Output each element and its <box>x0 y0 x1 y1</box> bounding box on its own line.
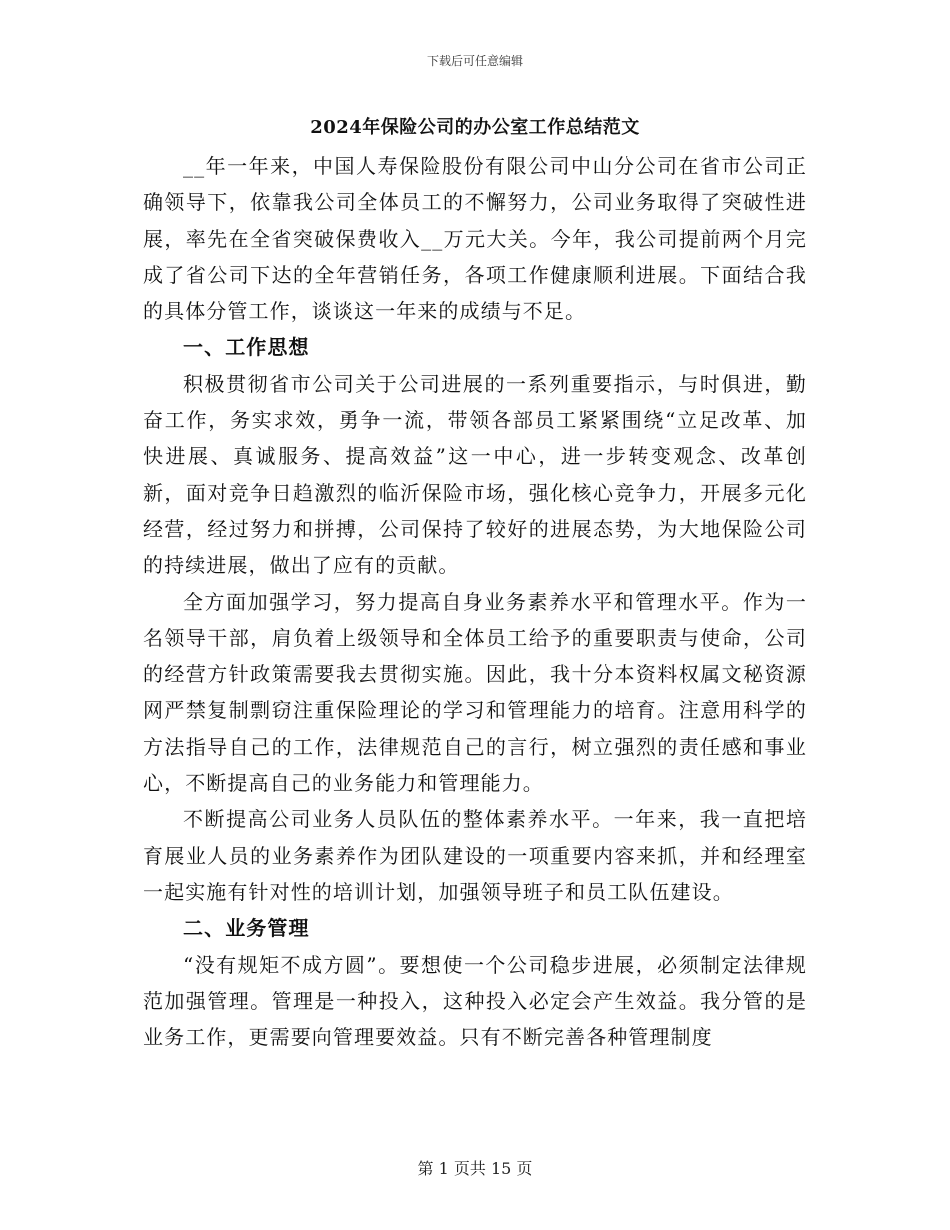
page-number: 第 1 页共 15 页 <box>417 1159 533 1178</box>
paragraph-team: 不断提高公司业务人员队伍的整体素养水平。一年来，我一直把培育展业人员的业务素养作为团队建设的一项重要内容来抓，并和经理室一起实施有针对性的培训计划，加强领导班子和员工队伍建设。 <box>143 807 807 904</box>
document-body <box>143 110 807 1055</box>
paragraph-policy: 积极贯彻省市公司关于公司进展的一系列重要指示，与时俱进，勤奋工作，务实求效，勇争一流，带领各部员工紧紧围绕“立足改革、加快进展、真诚服务、提高效益”这一中心，进一步转变观念、改革创新，面对竞争日趋激烈的临沂保险市场，强化核心竞争力，开展多元化经营，经过努力和拼搏，公司保持了较好的进展态势，为大地保险公司的持续进展，做出了应有的贡献。 <box>143 371 807 578</box>
paragraph-intro: __年一年来，中国人寿保险股份有限公司中山分公司在省市公司正确领导下，依靠我公司全体员工的不懈努力，公司业务取得了突破性进展，率先在全省突破保费收入__万元大关。今年，我公司提前两个月完成了省公司下达的全年营销任务，各项工作健康顺利进展。下面结合我的具体分管工作，谈谈这一年来的成绩与不足。 <box>143 154 807 324</box>
section-heading-business-management: 二、业务管理 <box>183 916 310 941</box>
paragraph-rules: “没有规矩不成方圆”。要想使一个公司稳步进展，必须制定法律规范加强管理。管理是一种投入，这种投入必定会产生效益。我分管的是业务工作，更需要向管理要效益。只有不断完善各种管理制度 <box>143 952 807 1050</box>
section-heading-work-thought: 一、工作思想 <box>183 335 310 360</box>
page-header-note: 下载后可任意编辑 <box>426 54 523 68</box>
paragraph-study: 全方面加强学习，努力提高自身业务素养水平和管理水平。作为一名领导干部，肩负着上级领导和全体员工给予的重要职责与使命，公司的经营方针政策需要我去贯彻实施。因此，我十分本资料权属文秘资源网严禁复制剽窃注重保险理论的学习和管理能力的培育。注意用科学的方法指导自己的工作，法律规范自己的言行，树立强烈的责任感和事业心，不断提高自己的业务能力和管理能力。 <box>143 589 807 796</box>
document-title: 2024年保险公司的办公室工作总结范文 <box>310 117 640 138</box>
